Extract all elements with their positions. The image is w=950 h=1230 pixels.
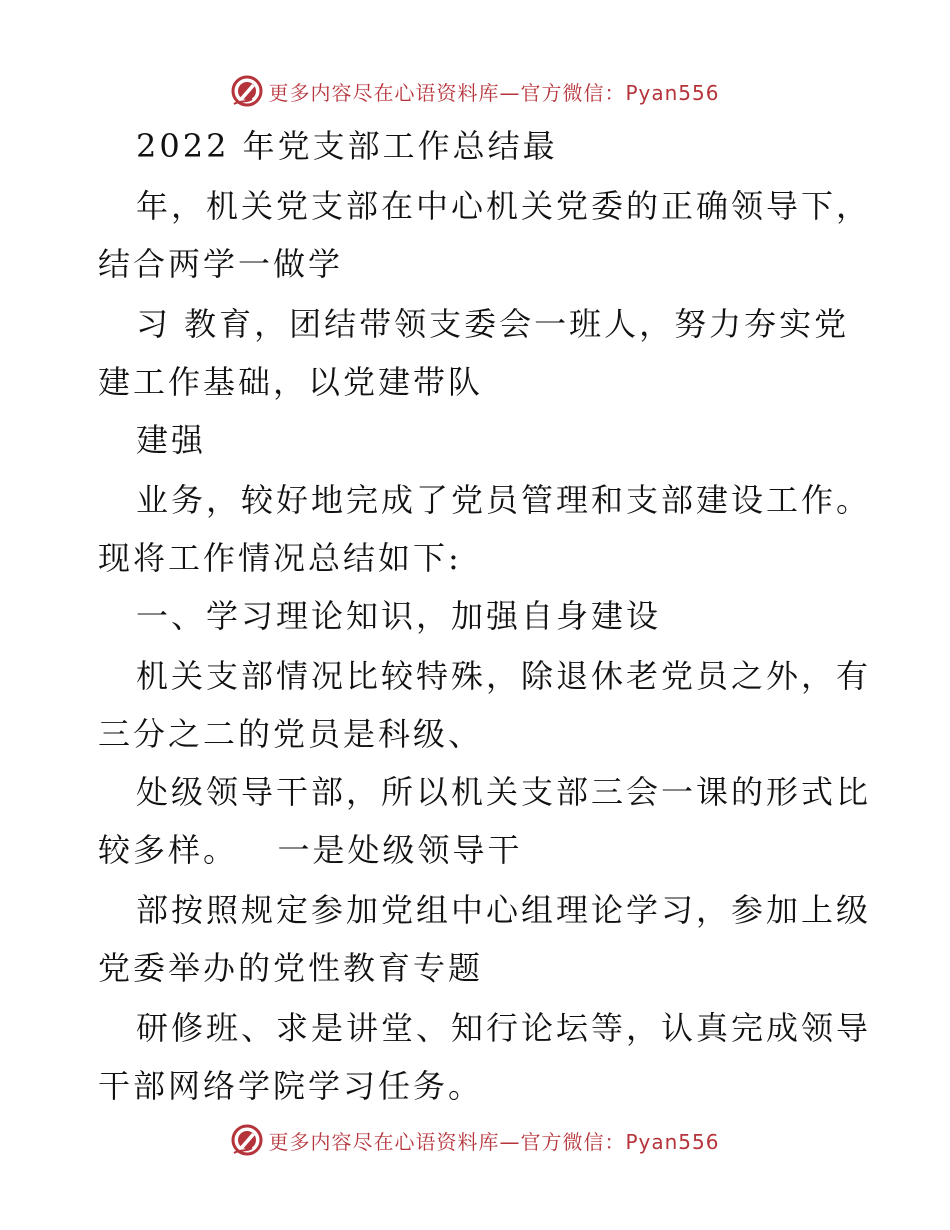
paragraph-line: 业务，较好地完成了党员管理和支部建设工作。 (136, 481, 872, 519)
pen-circle-logo-icon (230, 1123, 264, 1157)
paragraph-line: 现将工作情况总结如下: (98, 539, 462, 577)
watermark-text: 更多内容尽在心语资料库—官方微信：Pyan556 (268, 1129, 720, 1154)
paragraph-line: 机关支部情况比较特殊，除退休老党员之外，有 (136, 657, 872, 695)
paragraph-line: 习 教育，团结带领支委会一班人，努力夯实党 (136, 305, 850, 343)
paragraph-line: 建工作基础，以党建带队 (98, 363, 484, 401)
paragraph-line: 较多样。 一是处级领导干 (98, 831, 523, 869)
paragraph-line: 建强 (136, 421, 207, 459)
document-title: 2022 年党支部工作总结最 (136, 127, 558, 165)
paragraph-line: 处级领导干部，所以机关支部三会一课的形式比 (136, 773, 872, 811)
paragraph-line: 年，机关党支部在中心机关党委的正确领导下， (136, 187, 872, 225)
watermark-text: 更多内容尽在心语资料库—官方微信：Pyan556 (268, 80, 720, 105)
paragraph-line: 结合两学一做学 (98, 245, 344, 283)
paragraph-line: 党委举办的党性教育专题 (98, 949, 484, 987)
section-heading: 一、学习理论知识，加强自身建设 (136, 597, 662, 635)
paragraph-line: 干部网络学院学习任务。 (98, 1067, 484, 1105)
paragraph-line: 研修班、求是讲堂、知行论坛等，认真完成领导 (136, 1009, 872, 1047)
paragraph-line: 三分之二的党员是科级、 (98, 715, 484, 753)
paragraph-line: 部按照规定参加党组中心组理论学习，参加上级 (136, 891, 872, 929)
watermark-header (0, 71, 950, 111)
pen-circle-logo-icon (230, 74, 264, 108)
watermark-footer (0, 1120, 950, 1160)
